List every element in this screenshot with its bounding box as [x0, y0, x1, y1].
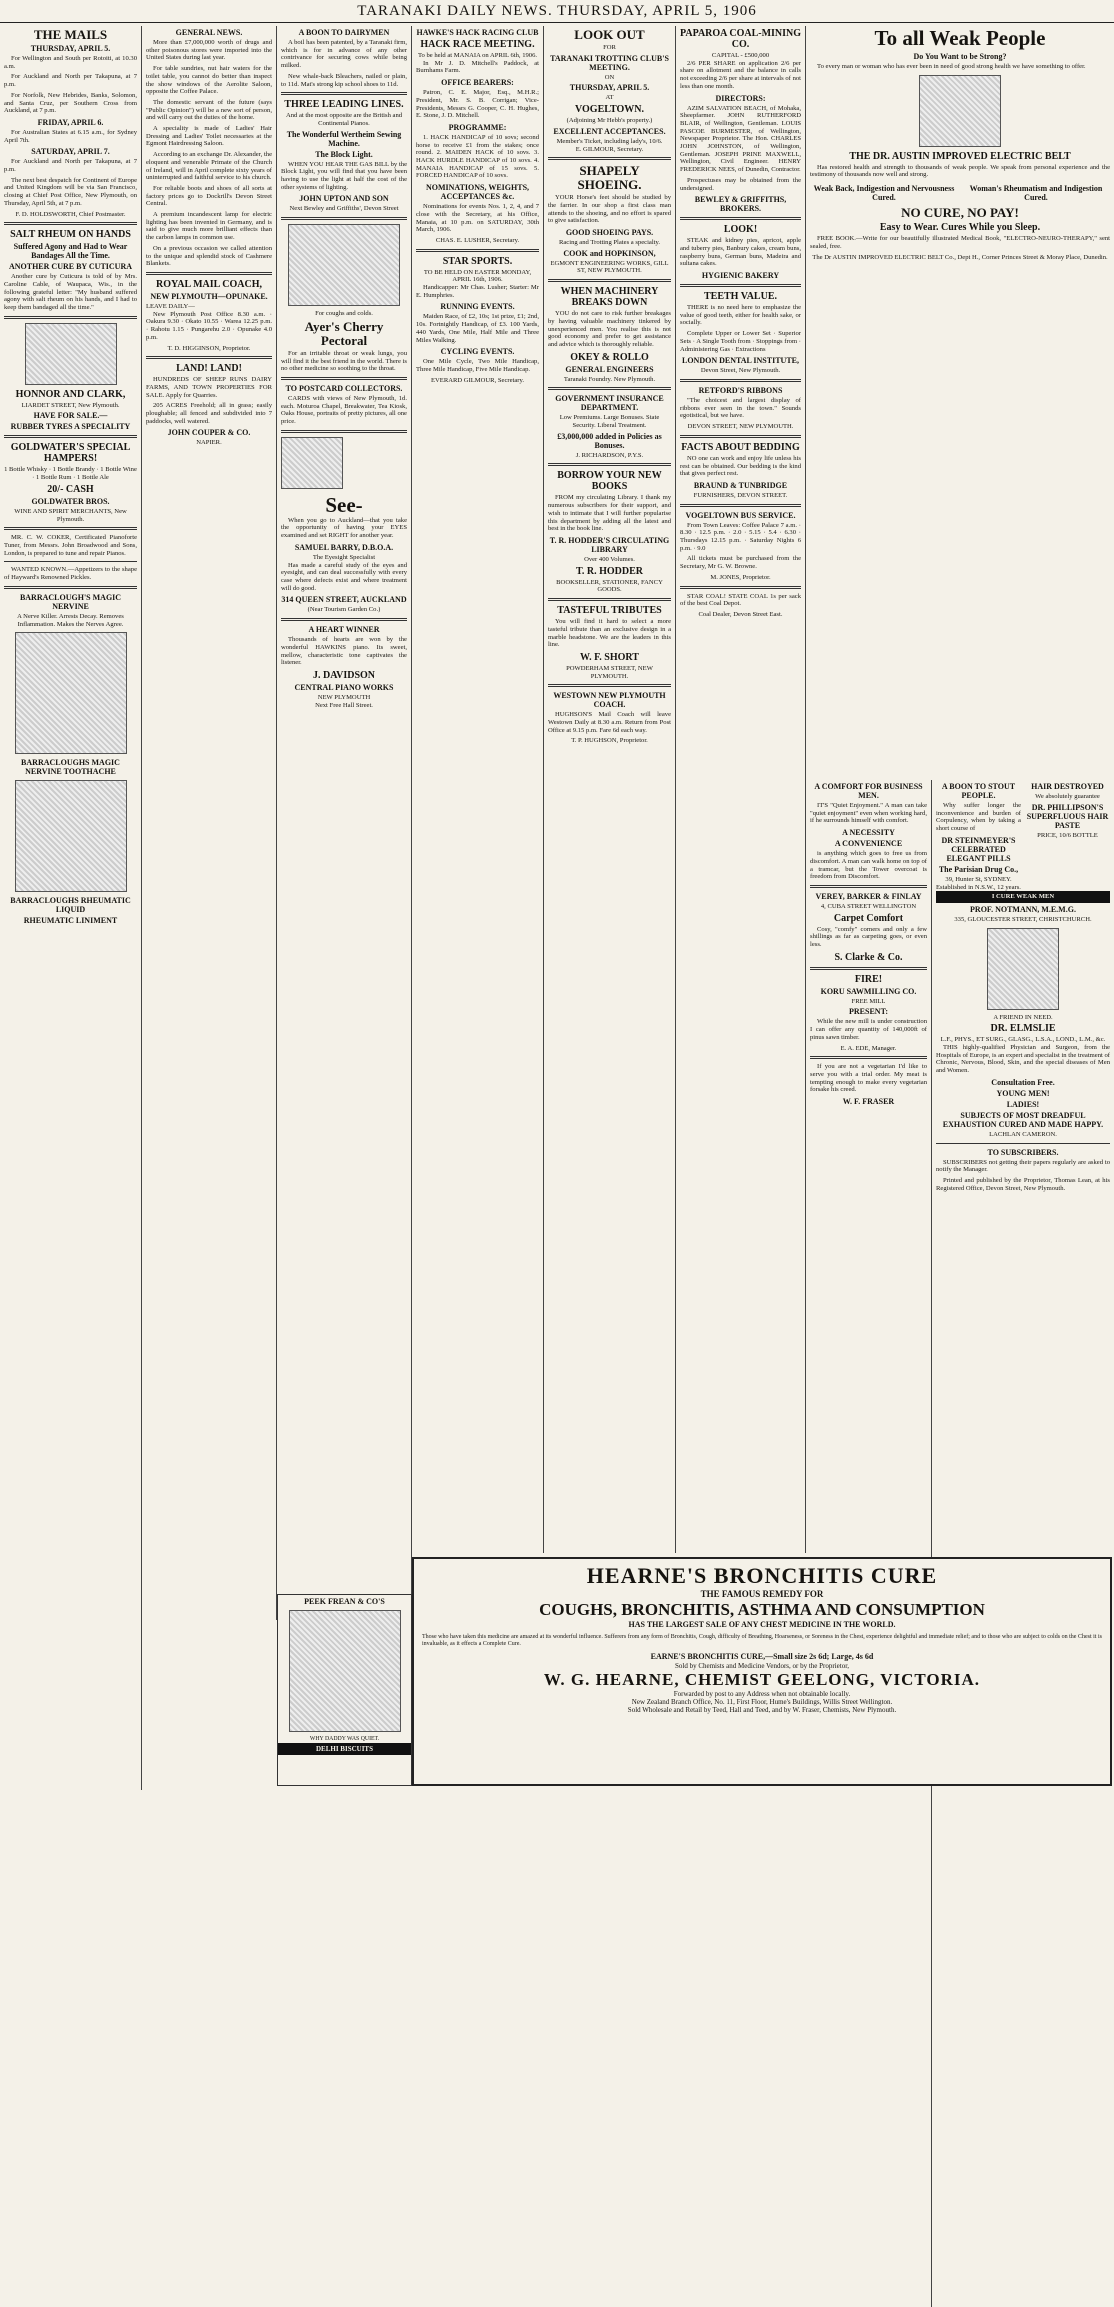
- strong-body: To every man or woman who has ever been in need of good strong health we have something to offer.: [817, 63, 1086, 70]
- coal-notice: STAR COAL! STATE COAL 1s per sack of the best Coal Depot.: [680, 592, 801, 608]
- bronchitis-title: HEARNE'S BRONCHITIS CURE: [586, 1563, 938, 1588]
- davidson-heading: J. DAVIDSON: [312, 669, 376, 681]
- insurance-features: Low Premiums. Large Bonuses. State Security. Liberal Treatment.: [559, 414, 660, 430]
- braund-address: FURNISHERS, DEVON STREET.: [693, 491, 788, 499]
- comfort-heading: A COMFORT FOR BUSINESS MEN.: [814, 782, 923, 800]
- peek-frean-heading: PEEK FREAN & CO'S: [304, 1597, 385, 1606]
- vogeltown-bus-heading: VOGELTOWN BUS SERVICE.: [685, 510, 796, 520]
- boon-dairymen-body: A boil has been patented, by a Taranaki firm, which is for in advance of any other contrivance for securing cows while being milked.: [281, 39, 407, 70]
- programme-body: 1. HACK HANDICAP of 10 sovs; second horse to receive £1 from the stakes; once round. 2. MAIDEN HACK of 10 sovs. 3. HACK HURDLE HANDICAP of 10 sovs. 4. MANAIA HANDICAP of 15 sovs. 5. FORCED HANDICAP of 10 sovs.: [416, 133, 539, 180]
- bedding-body: NO one can work and enjoy life unless his rest can be obtained. Our bedding is the kind that gives perfect rest.: [680, 454, 801, 478]
- okey-rollo-heading: OKEY & ROLLO: [570, 351, 649, 363]
- retford-address: DEVON STREET, NEW PLYMOUTH.: [687, 423, 794, 431]
- lusher-signoff: CHAS. E. LUSHER, Secretary.: [435, 236, 520, 244]
- prospectuses: Prospectuses may be obtained from the undersigned.: [680, 176, 801, 192]
- heart-winner-body: Thousands of hearts are won by the wonderful HAWKINS piano. Its sweet, mellow, characteristic tone captivates the listener.: [281, 636, 407, 667]
- vogeltown-bus-proprietor: M. JONES, Proprietor.: [710, 573, 771, 581]
- necessity-heading: A NECESSITY: [842, 828, 895, 838]
- directors-heading: DIRECTORS:: [715, 93, 766, 103]
- excellent-acceptances: EXCELLENT ACCEPTANCES.: [553, 126, 666, 136]
- goldwater-bros: GOLDWATER BROS.: [31, 496, 110, 506]
- masthead: TARANAKI DAILY NEWS. THURSDAY, APRIL 5, 1906: [0, 0, 1114, 23]
- paparoa-share: 2/6 PER SHARE on application 2/6 per share on allotment and the balance in calls not exceeding 2/6 per share at intervals of not less than one month.: [680, 59, 801, 90]
- news-paragraph: A speciality is made of Ladies' Hair Dressing and Ladies' Toilet necessaries at the Egmont Hairdressing Saloon.: [146, 125, 272, 148]
- column-6: [676, 26, 806, 1553]
- koru-heading: KORU SAWMILLING CO.: [820, 986, 917, 996]
- bronchitis-branch: New Zealand Branch Office, No. 11, First Floor, Hume's Buildings, Willis Street Wellington.: [631, 1698, 893, 1706]
- boon-dairymen-heading: A BOON TO DAIRYMEN: [298, 28, 390, 37]
- bronchitis-sizes: EARNE'S BRONCHITIS CURE,—Small size 2s 6d; Large, 4s 6d: [650, 1652, 874, 1661]
- news-paragraph: For table sundries, nut hair waters for the toilet table, you cannot do better than inspect the show windows of the Aerolite Saloon, opposite the Coffee Palace.: [146, 65, 272, 96]
- bronchitis-wholesale: Sold Wholesale and Retail by Teed, Hall and Teed, and by W. Fraser, Chemists, New Plymouth.: [627, 1706, 897, 1714]
- goldwater-cash: 20/- CASH: [47, 483, 94, 495]
- column-3: [277, 26, 412, 1620]
- machinery-body: YOU do not care to risk further breakages by having valuable machinery tinkered by unexperienced men. You realise this is not good economy and prefer to get assistance and advice which is thoroughly reliable.: [548, 310, 671, 348]
- column-2: [142, 26, 277, 1620]
- salt-rheum-subheading: Suffered Agony and Had to Wear Bandages All the Time.: [13, 242, 128, 261]
- ladies-heading: LADIES!: [1006, 1099, 1040, 1109]
- insurance-agent: J. RICHARDSON, P.Y.S.: [575, 451, 644, 459]
- no-cure-heading: NO CURE, NO PAY!: [901, 205, 1019, 221]
- lookout-date: THURSDAY, APRIL 5.: [569, 83, 650, 93]
- printed-notice: Printed and published by the Proprietor, Thomas Lean, at his Registered Office, Devon Street, New Plymouth.: [936, 1176, 1110, 1192]
- fire-heading: FIRE!: [854, 973, 883, 985]
- teeth-prices: Complete Upper or Lower Set · Superior Sets · A Single Tooth from · Stoppings from · Administering Gas · Extractions: [680, 330, 801, 353]
- hair-price: PRICE, 10/6 BOTTLE: [1037, 831, 1098, 839]
- nominations-heading: NOMINATIONS, WEIGHTS, ACCEPTANCES &c.: [425, 183, 530, 202]
- couper-heading: JOHN COUPER & CO.: [167, 428, 251, 438]
- goldwater-heading: GOLDWATER'S SPECIAL HAMPERS!: [10, 442, 131, 465]
- cook-hopkinson-heading: COOK and HOPKINSON,: [563, 248, 656, 258]
- okey-rollo-subheading: GENERAL ENGINEERS: [565, 364, 654, 374]
- upton-heading: JOHN UPTON AND SON: [299, 194, 389, 204]
- hodder-library-heading: T. R. HODDER'S CIRCULATING LIBRARY: [549, 535, 670, 554]
- honnor-clark-heading: HONNOR AND CLARK,: [15, 388, 126, 400]
- steinmeyer-heading: DR STEINMEYER'S CELEBRATED ELEGANT PILLS: [941, 835, 1016, 863]
- mails-friday: FRIDAY, APRIL 6.: [37, 117, 104, 127]
- stout-heading: A BOON TO STOUT PEOPLE.: [941, 782, 1016, 800]
- parisian-address: 39, Hunter St, SYDNEY. Established in N.S.W., 12 years.: [936, 875, 1021, 891]
- elmslie-heading: DR. ELMSLIE: [990, 1023, 1056, 1035]
- bronchitis-body: Those who have taken this medicine are amazed at its wonderful influence. Sufferers from any form of Bronchitis, Cough, difficulty of Breathing, Hoarseness, or Soreness in the Chest, experience delightful and immediate relief; and to those who are subject to colds on the Chest it is invaluable, as it effects a Complete Cure.: [422, 1634, 1102, 1647]
- consultation-free: Consultation Free.: [991, 1077, 1055, 1087]
- subscribers-body: SUBSCRIBERS not getting their papers regularly are asked to notify the Manager.: [936, 1158, 1110, 1174]
- column-8: [806, 26, 1114, 780]
- star-sports-officials: Handicapper: Mr Chas. Lusher; Starter: Mr E. Humphries.: [416, 284, 539, 299]
- present-heading: PRESENT:: [849, 1007, 888, 1017]
- hygienic-bakery: HYGIENIC BAKERY: [701, 271, 780, 281]
- rheumatic-illustration: [15, 780, 127, 892]
- see-body: When you go to Auckland—that you take the opportunity of having your EYES examined and set RIGHT for another year.: [281, 516, 407, 540]
- machinery-heading: WHEN MACHINERY BREAKS DOWN: [560, 286, 659, 309]
- barraclough-rheumatic: BARRACLOUGHS RHEUMATIC LIQUID: [10, 896, 131, 915]
- race-meeting-heading: HACK RACE MEETING.: [420, 39, 535, 50]
- ayer-heading: Ayer's Cherry Pectoral: [304, 318, 384, 348]
- royal-mail-route: NEW PLYMOUTH—OPUNAKE.: [150, 291, 268, 301]
- austin-address: The Dr AUSTIN IMPROVED ELECTRIC BELT Co., Dept H., Corner Princes Street & Moray Place, Dunedin.: [812, 253, 1108, 261]
- davidson-address: Next Free Hall Street.: [315, 701, 373, 709]
- free-book: FREE BOOK.—Write for our beautifully illustrated Medical Book, "ELECTRO-NEURO-THERAPY," sent sealed, free.: [810, 235, 1110, 250]
- insurance-heading: GOVERNMENT INSURANCE DEPARTMENT.: [555, 394, 664, 413]
- royal-mail-stops: New Plymouth Post Office 8.30 a.m. · Oakura 9.30 · Okato 10.55 · Warea 12.25 p.m. · Rahotu 1.15 · Pungarehu 2.0 · Opunake 4.0 p.m.: [146, 310, 272, 341]
- lookout-club: TARANAKI TROTTING CLUB'S MEETING.: [550, 53, 669, 72]
- running-events-heading: RUNNING EVENTS.: [440, 302, 515, 312]
- coker-notice: MR. C. W. COKER, Certificated Pianoforte Tuner, from Messrs. John Broadwood and Sons, London, is prepared to tune and repair Pianos.: [4, 534, 137, 557]
- butcher-body: If you are not a vegetarian I'd like to serve you with a trial order. My meat is tempting enough to make every vegetarian forsake his creed.: [810, 1063, 927, 1094]
- hair-paste: DR. PHILLIPSON'S SUPERFLUOUS HAIR PASTE: [1026, 802, 1109, 830]
- racing-plates: Racing and Trotting Plates a specialty.: [558, 239, 661, 247]
- column-7: [806, 780, 932, 2307]
- comfort-body: IT'S "Quiet Enjoyment." A man can take "quiet enjoyment" even when working hard, if he surrounds himself with comfort.: [810, 802, 927, 825]
- column-4: [412, 26, 544, 1553]
- postcard-heading: TO POSTCARD COLLECTORS.: [285, 383, 403, 393]
- column-1: [0, 26, 142, 1790]
- mails-entry: For Norfolk, New Hebrides, Banks, Solomon, and Santa Cruz, per Southern Cross from Auckland, at 7 p.m.: [4, 91, 137, 115]
- bewley-brokers: BEWLEY & GRIFFITHS, BROKERS.: [694, 195, 787, 214]
- barraclough-body: A Nerve Killer. Arrests Decay. Removes Inflammation. Makes the Nerves Agree.: [17, 612, 124, 628]
- cuticura-body: Another cure by Cuticura is told of by Mrs. Caroline Cable, of Waupaca, Wis., in the following grateful letter: "My husband suffered agony with salt rheum on his hands, and I had to keep them bandaged all the time.": [4, 273, 137, 312]
- convenience-body: is anything which goes to free us from discomfort. A man can walk home on top of a tramcar, but the Tower overcoat is freedom from Discomfort.: [810, 850, 927, 881]
- hair-guarantee: We absolutely guarantee: [1035, 793, 1100, 800]
- notmann-address: 335, GLOUCESTER STREET, CHRISTCHURCH.: [954, 915, 1092, 923]
- land-heading: LAND! LAND!: [176, 363, 242, 375]
- lookout-at: AT: [605, 94, 614, 102]
- austin-belt-heading: THE DR. AUSTIN IMPROVED ELECTRIC BELT: [849, 150, 1071, 162]
- short-heading: W. F. SHORT: [580, 651, 639, 663]
- paparoa-heading: PAPAROA COAL-MINING CO.: [680, 28, 802, 50]
- ayer-caption: For coughs and colds.: [315, 310, 373, 318]
- borrow-books-body: FROM my circulating Library. I thank my numerous subscribers for their support, and wish to intimate that I will further popularise this department by adding all the latest and best in the book line.: [548, 494, 671, 533]
- paparoa-capital: CAPITAL - £500,000: [711, 52, 770, 59]
- bronchitis-remedy: THE FAMOUS REMEDY FOR: [700, 1589, 824, 1599]
- vogeltown-bus-timetable: From Town Leaves: Coffee Palace 7 a.m. · 8.30 · 12.5 p.m. · 2.0 · 5.15 · 5.4 · 6.30 · Thursdays 12.15 p.m. · Saturday Nights 6 p.m. · 9.0: [680, 521, 801, 552]
- bronchitis-forwarded: Forwarded by post to any Address when not obtainable locally.: [673, 1690, 851, 1698]
- delhi-biscuits: DELHI BISCUITS: [278, 1743, 411, 1755]
- ayer-portrait-illustration: [288, 224, 400, 306]
- bedding-heading: FACTS ABOUT BEDDING: [681, 441, 800, 453]
- good-shoeing: GOOD SHOEING PAYS.: [565, 228, 654, 238]
- peek-frean-ad: [277, 1594, 412, 1786]
- directors-body: AZIM SALVATION BEACH, of Mohaka, Sheepfarmer. JOHN RUTHERFORD BLAIR, of Wellington, Gentleman. LOUIS PASCOE BURMESTER, of Wellington, Newspaper Proprietor. The Hon. CHARLES JOHN JOHNSTON, of Wellington, Gentleman. JOSEPH PRINE MAXWELL, Wellington, Civil Engineer. HENRY FREDERICK NEES, of Dunedin, Contractor.: [680, 104, 801, 174]
- mails-entry: The next best despatch for Continent of Europe and United Kingdom will be via San Francisco, closing at Chief Post Office, New Plymouth, on Thursday, April 5th, at 7 p.m.: [4, 176, 137, 207]
- carriage-illustration: [25, 323, 117, 385]
- free-mill: FREE MILL: [851, 997, 886, 1005]
- lachlan-signature: LACHLAN CAMERON.: [989, 1130, 1057, 1138]
- honnor-clark-address: LIARDET STREET, New Plymouth.: [21, 401, 120, 409]
- mails-thursday: THURSDAY, APRIL 5.: [30, 44, 111, 53]
- royal-mail-proprietor: T. D. HIGGINSON, Proprietor.: [167, 344, 251, 352]
- young-men-heading: YOUNG MEN!: [996, 1088, 1050, 1098]
- nominations-body: Nominations for events Nos. 1, 2, 4, and 7 close with the Secretary, at his Office, Manaia, at 10 p.m. on SATURDAY, 30th March, 1906.: [416, 203, 539, 234]
- teeth-body: THERE is no need here to emphasize the value of good teeth, either for health sake, or socially.: [680, 304, 801, 327]
- hodder-name: T. R. HODDER: [575, 565, 644, 577]
- news-paragraph: A premium incandescent lamp for electric lighting has been invented in Germany, and is said to give much more brilliant effects than the carbon lamps in common use.: [146, 211, 272, 242]
- cycling-events-body: One Mile Cycle, Two Mile Handicap, Three Mile Handicap, Five Mile Handicap.: [416, 358, 539, 373]
- elmslie-body: THIS highly-qualified Physician and Surgeon, from the Hospitals of Europe, is an expert and specialist in the treatment of Chronic, Nervous, Blood, Skin, and the special diseases of Men and Women.: [936, 1044, 1110, 1075]
- running-events-body: Maiden Race, of £2, 10s; 1st prize, £1; 2nd, 10s. Fortnightly Handicap, of £3. 100 Yards, 440 Yards, One Mile, Half Mile and Three Miles Walking.: [416, 313, 539, 344]
- acres-notice: 205 ACRES Freehold; all in grass; easily ploughable; all fenced and subdivided into 7 paddocks, well watered.: [146, 402, 272, 425]
- cycling-events-heading: CYCLING EVENTS.: [440, 347, 515, 357]
- news-paragraph: On a previous occasion we called attention to the unique and splendid stock of Cashmere Blankets.: [146, 244, 272, 268]
- barry-address: 314 QUEEN STREET, AUCKLAND: [281, 595, 407, 605]
- three-lines-sub: And at the most opposite are the British and Continental Pianos.: [285, 112, 403, 127]
- koru-manager: E. A. EDE, Manager.: [840, 1044, 897, 1052]
- wertheim-heading: The Wonderful Wertheim Sewing Machine.: [286, 129, 402, 148]
- weak-people-heading: To all Weak People: [874, 26, 1046, 50]
- mails-heading: THE MAILS: [33, 27, 108, 42]
- testimonial-heading: Woman's Rheumatism and Indigestion Cured.: [969, 184, 1103, 203]
- carpet-comfort-heading: Carpet Comfort: [833, 912, 904, 924]
- race-meeting-date: To be held at MANAIA on APRIL 6th, 1906.: [417, 52, 538, 59]
- bronchitis-largest-sale: HAS THE LARGEST SALE OF ANY CHEST MEDICINE IN THE WORLD.: [628, 1620, 896, 1629]
- salt-rheum-heading: SALT RHEUM ON HANDS: [10, 229, 131, 241]
- rubber-tyres: RUBBER TYRES A SPECIALITY: [10, 422, 131, 432]
- notmann-heading: PROF. NOTMANN, M.E.M.G.: [970, 904, 1076, 914]
- lookout-near: (Adjoining Mr Hebb's property.): [566, 117, 653, 125]
- peek-frean-caption: WHY DADDY WAS QUIET.: [309, 1736, 380, 1742]
- bronchitis-proprietor: W. G. HEARNE, CHEMIST GEELONG, VICTORIA.: [543, 1670, 981, 1689]
- austin-belt-body: Has restored health and strength to thousands of weak people. We speak from personal experience and the testimony of thousands now well and strong.: [810, 163, 1110, 179]
- short-address: POWDERHAM STREET, NEW PLYMOUTH.: [566, 664, 653, 680]
- braund-heading: BRAUND & TUNBRIDGE: [693, 480, 788, 490]
- general-news-heading: GENERAL NEWS.: [175, 28, 243, 37]
- barraclough-heading: BARRACLOUGH'S MAGIC NERVINE: [19, 592, 122, 611]
- convenience-heading: A CONVENIENCE: [834, 839, 903, 849]
- bronchitis-ad: [412, 1557, 1112, 1786]
- barraclough-toothache: BARRACLOUGHS MAGIC NERVINE TOOTHACHE: [21, 758, 120, 777]
- eye-illustration: [281, 437, 343, 489]
- office-bearers-body: Patron, C. E. Major, Esq., M.H.R.; President, Mr. S. B. Corrigan; Vice-Presidents, Messrs G. Cooper, C. H. Hughes, E. Stone, J. D. Mitchell.: [416, 89, 539, 120]
- barraclough-illustration: [15, 632, 127, 754]
- member-ticket: Member's Ticket, including lady's, 10/6.: [556, 137, 663, 145]
- postcard-body: CARDS with views of New Plymouth, 1d. each. Moturoa Chapel, Breakwater, Tea Kiosk, Oaks House, portraits of pretty pictures, all one price.: [281, 394, 407, 426]
- block-light-body: WHEN YOU HEAR THE GAS BILL by the Block Light, you will find that you have been having to use the light at half the cost of the other systems of lighting.: [281, 160, 407, 191]
- goldwater-items: 1 Bottle Whisky · 1 Bottle Brandy · 1 Bottle Wine · 1 Bottle Rum · 1 Bottle Ale: [4, 466, 137, 482]
- westown-coach-body: HUGHSON'S Mail Coach will leave Westown Daily at 8.30 a.m. Return from Post Office at 9.15 p.m. Fare 6d each way.: [548, 711, 671, 734]
- goldwater-tagline: WINE AND SPIRIT MERCHANTS, New Plymouth.: [14, 507, 127, 523]
- news-paragraph: More than £7,000,000 worth of drugs and other poisonous stores were imported into the United States during last year.: [146, 39, 272, 62]
- heart-winner-heading: A HEART WINNER: [308, 625, 380, 635]
- hodder-library-volumes: Over 400 Volumes.: [584, 555, 635, 563]
- okey-rollo-location: Taranaki Foundry. New Plymouth.: [563, 375, 656, 383]
- bronchitis-ailments: COUGHS, BRONCHITIS, ASTHMA AND CONSUMPTION: [539, 1600, 985, 1619]
- stout-body: Why suffer longer the inconvenience and burden of Corpulency, when by taking a short course of: [936, 802, 1021, 833]
- lookout-on: ON: [604, 73, 615, 81]
- barry-subheading: The Eyesight Specialist: [312, 553, 376, 561]
- star-sports-date: TO BE HELD ON EASTER MONDAY, APRIL 16th, 1906.: [423, 268, 532, 284]
- hughson-proprietor: T. P. HUGHSON, Proprietor.: [571, 737, 648, 745]
- news-paragraph: According to an exchange Dr. Alexander, the eloquent and venerable Primate of the Church of Ireland, will in April complete sixty years of uninterrupted and faithful service to his church.: [146, 151, 272, 182]
- westown-coach-heading: WESTOWN NEW PLYMOUTH COACH.: [553, 691, 666, 710]
- verey-address: 4, CUBA STREET WELLINGTON: [820, 902, 917, 910]
- tasteful-heading: TASTEFUL TRIBUTES: [557, 605, 662, 617]
- peek-frean-illustration: [289, 1610, 401, 1732]
- present-body: While the new mill is under construction I can offer any quantity of 140,000ft of pinus sawn timber.: [810, 1018, 927, 1041]
- davidson-location: NEW PLYMOUTH: [317, 693, 371, 701]
- parisian-heading: The Parisian Drug Co.,: [938, 864, 1019, 874]
- shapely-heading: SHAPELY SHOEING.: [577, 163, 642, 193]
- cuticura-heading: ANOTHER CURE BY CUTICURA: [8, 262, 133, 272]
- elmslie-friend: A FRIEND IN NEED.: [993, 1013, 1053, 1021]
- star-sports-heading: STAR SPORTS.: [442, 255, 513, 267]
- couper-location: NAPIER.: [196, 439, 222, 447]
- exhaustion-heading: SUBJECTS OF MOST DREADFUL EXHAUSTION CURED AND MADE HAPPY.: [942, 1110, 1104, 1129]
- butcher-name: W. F. FRASER: [842, 1097, 895, 1107]
- lookout-signoff: E. GILMOUR, Secretary.: [575, 145, 644, 153]
- testimonial-heading: Weak Back, Indigestion and Nervousness Cured.: [813, 184, 955, 203]
- mails-entry: For Auckland and North per Takapuna, at 7 p.m.: [4, 158, 137, 174]
- column-9: [932, 780, 1114, 2307]
- look-heading: LOOK!: [723, 224, 758, 236]
- upton-address: Next Bewley and Griffiths', Devon Street: [289, 205, 399, 213]
- london-dental-address: Devon Street, New Plymouth.: [700, 367, 781, 375]
- davidson-subheading: CENTRAL PIANO WORKS: [294, 682, 394, 692]
- tasteful-body: You will find it hard to select a more tasteful tribute than an exclusive design in a marble headstone. We are the leaders in this line.: [548, 618, 671, 649]
- elmslie-portrait-illustration: [987, 928, 1059, 1010]
- race-meeting-location: In Mr J. D. Mitchell's Paddock, at Burnhams Farm.: [416, 59, 539, 75]
- clarke-heading: S. Clarke & Co.: [834, 951, 903, 963]
- look-body: STEAK and kidney pies, apricot, apple and tuberry pies, Banbury cakes, cream buns, raspberry buns, German buns, Madeira and sultana cakes.: [680, 237, 801, 268]
- barry-heading: SAMUEL BARRY, D.B.O.A.: [294, 542, 394, 552]
- office-bearers-heading: OFFICE BEARERS:: [441, 78, 514, 88]
- hair-heading: HAIR DESTROYED: [1031, 782, 1104, 791]
- wire-body: New whale-back Bleachers, nailed or plain, to 11d. Mat's strong kip school shoes to 11d.: [281, 72, 407, 88]
- carpet-comfort-body: Cosy, "comfy" corners and only a few shillings as far as carpeting goes, or even less.: [810, 925, 927, 949]
- see-heading: See-: [325, 492, 363, 517]
- hodder-trade: BOOKSELLER, STATIONER, FANCY GOODS.: [556, 578, 663, 594]
- mails-signoff: F. D. HOLDSWORTH, Chief Postmaster.: [15, 210, 126, 218]
- belt-man-illustration: [919, 75, 1001, 147]
- ayer-body: For an irritable throat or weak lungs, you will find it the best friend in the world. There is no other medicine so soothing to the throat.: [281, 349, 407, 373]
- wanted-notice: WANTED KNOWN.—Appetizers to the shape of Hayward's Renowned Pickles.: [4, 566, 137, 582]
- cure-weak-men-banner: I CURE WEAK MEN: [936, 891, 1110, 903]
- programme-heading: PROGRAMME:: [448, 122, 507, 132]
- easy-wear: Easy to Wear. Cures While you Sleep.: [879, 222, 1041, 234]
- strong-question: Do You Want to be Strong?: [913, 52, 1007, 61]
- mails-saturday: SATURDAY, APRIL 7.: [31, 147, 110, 157]
- teeth-heading: TEETH VALUE.: [704, 291, 777, 303]
- london-dental-heading: LONDON DENTAL INSTITUTE,: [682, 356, 799, 366]
- subscribers-heading: TO SUBSCRIBERS.: [987, 1147, 1059, 1157]
- coal-address: Coal Dealer, Devon Street East.: [698, 610, 783, 618]
- land-body: HUNDREDS OF SHEEP RUNS DAIRY FARMS, AND TOWN PROPERTIES FOR SALE. Apply for Quarries.: [146, 376, 272, 399]
- elmslie-qualifications: L.F., PHYS., ET SURG., GLASG., L.S.A., LOND., L.M., &c.: [940, 1036, 1106, 1044]
- royal-mail-heading: ROYAL MAIL COACH,: [155, 278, 263, 290]
- retford-body: "The choicest and largest display of ribbons ever seen in the town." Sounds egotistical, but we have.: [680, 396, 801, 420]
- insurance-bonuses: £3,000,000 added in Policies as Bonuses.: [557, 431, 662, 450]
- racing-club-heading: HAWKE'S HACK RACING CLUB: [416, 28, 539, 37]
- column-5: [544, 26, 676, 1553]
- borrow-books-heading: BORROW YOUR NEW BOOKS: [557, 470, 662, 493]
- barry-address-note: (Near Tourism Garden Co.): [307, 606, 381, 614]
- lookout-heading: LOOK OUT: [574, 27, 645, 42]
- verey-heading: VEREY, BARKER & FINLAY: [815, 891, 922, 901]
- lookout-for: FOR: [603, 44, 616, 51]
- bronchitis-sold: Sold by Chemists and Medicine Vendors, or by the Proprietor,: [675, 1662, 849, 1670]
- mails-entry: For Auckland and North per Takapuna, at 7 p.m.: [4, 73, 137, 89]
- news-paragraph: The domestic servant of the future (says "Public Opinion") will be a new sort of person, and will carry out the duties of the home.: [146, 98, 272, 122]
- retford-heading: RETFORD'S RIBBONS: [698, 385, 783, 395]
- barry-body: Has made a careful study of the eyes and eyesight, and can deal successfully with every case where defects exist and where treatment will do good.: [281, 561, 407, 592]
- news-paragraph: For reliable boots and shoes of all sorts at factory prices go to Dockrill's Devon Street Central.: [146, 184, 272, 208]
- have-for-sale: HAVE FOR SALE.—: [33, 411, 108, 421]
- mails-entry: For Australian States at 6.15 a.m., for Sydney April 7th.: [4, 128, 137, 144]
- vogeltown-bus-tickets: All tickets must be purchased from the Secretary, Mr G. W. Browne.: [680, 555, 801, 571]
- block-light-heading: The Block Light.: [315, 149, 373, 159]
- gilmour-signoff: EVERARD GILMOUR, Secretary.: [431, 376, 524, 384]
- royal-mail-leave: LEAVE DAILY—: [146, 302, 195, 310]
- rheumatic-liniment: RHEUMATIC LINIMENT: [23, 916, 118, 926]
- cook-hopkinson-address: EGMONT ENGINEERING WORKS, GILL ST, NEW PLYMOUTH.: [550, 259, 669, 275]
- shapely-body: YOUR Horse's feet should be studied by the farrier. In our shop a first class man attends to the shoeing, and no effort is spared to give satisfaction.: [548, 194, 671, 225]
- mails-entry: For Wellington and South per Rotoiti, at 10.30 a.m.: [4, 55, 137, 70]
- three-lines-heading: THREE LEADING LINES.: [284, 99, 404, 111]
- lookout-place: VOGELTOWN.: [575, 104, 644, 116]
